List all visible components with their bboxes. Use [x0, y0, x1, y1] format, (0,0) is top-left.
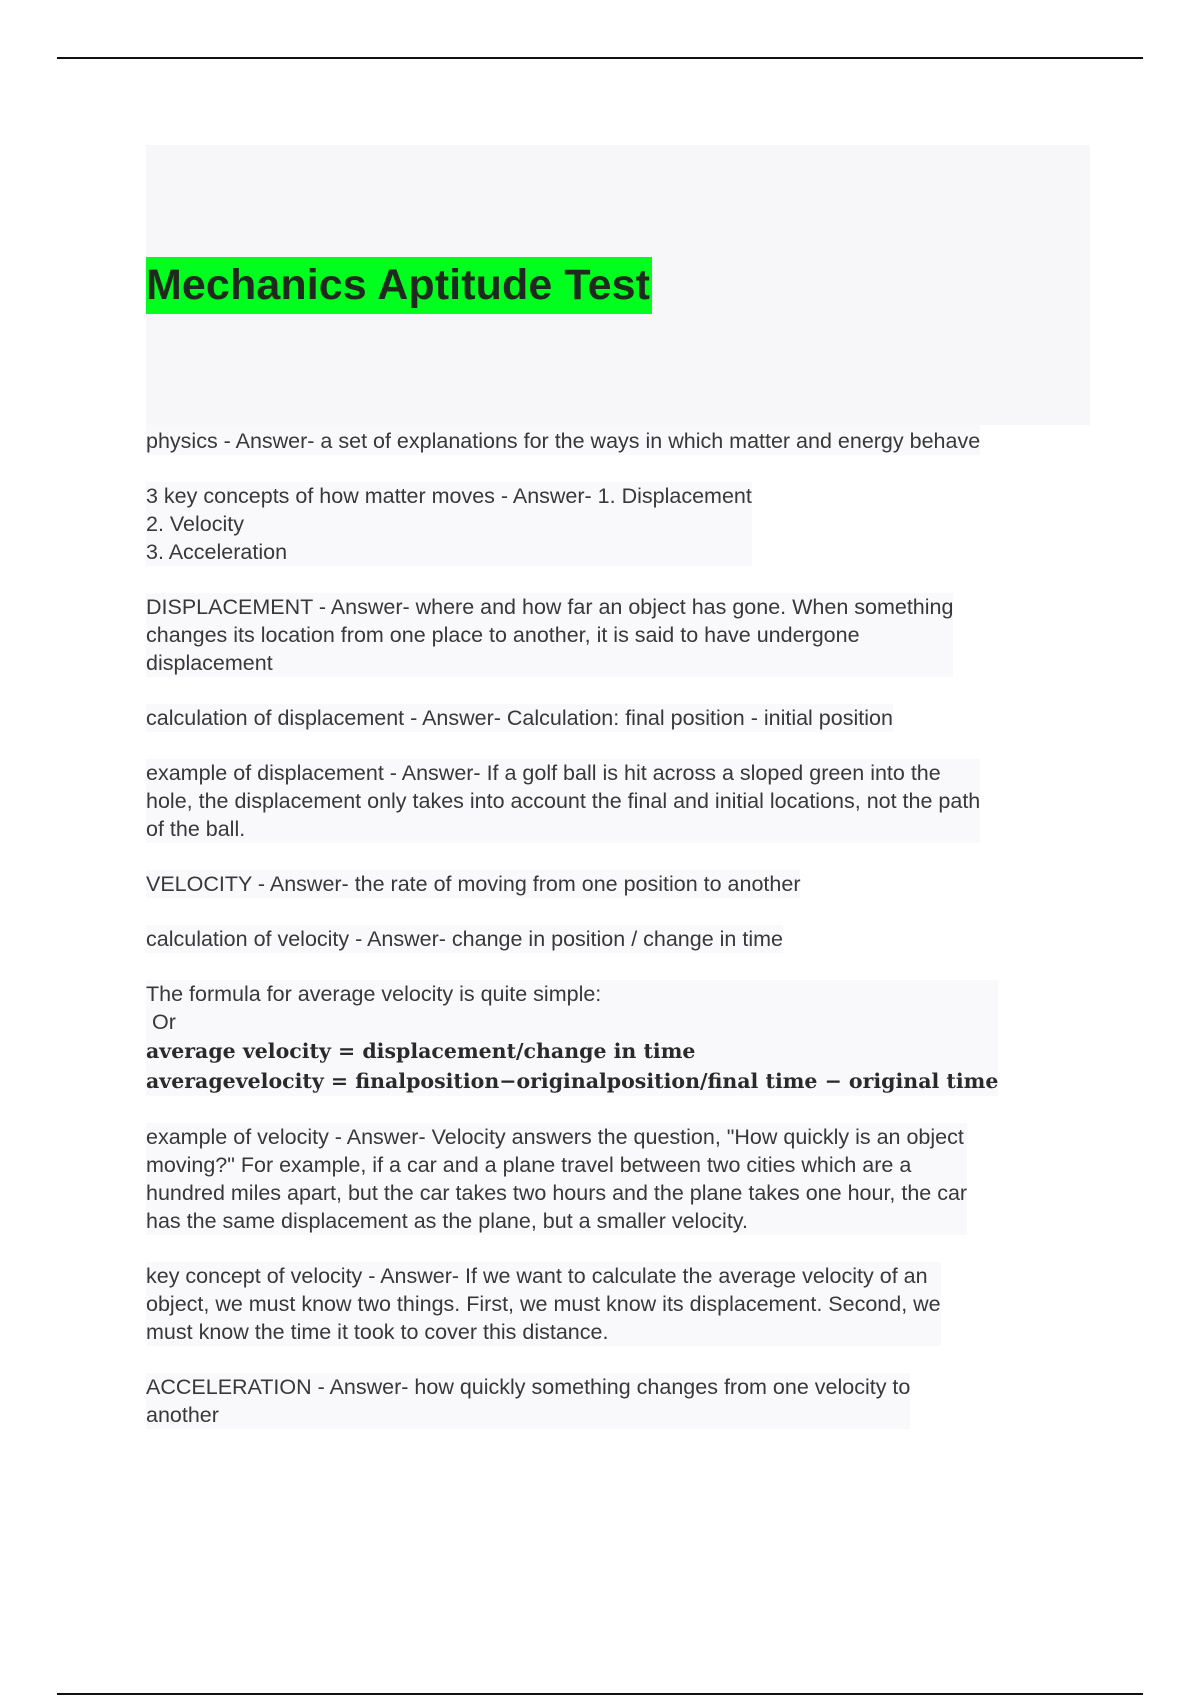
- flashcard-entry: [146, 870, 800, 898]
- entry-text-line: of the ball.: [146, 817, 246, 841]
- flashcard-entry: [146, 425, 980, 455]
- flashcard-entry: [146, 1123, 967, 1235]
- entry-text-line: example of displacement - Answer- If a golf ball is hit across a sloped green into the: [146, 761, 941, 785]
- flashcard-entry: [146, 759, 980, 843]
- flashcard-entry: [146, 1373, 910, 1429]
- entry-text-line: key concept of velocity - Answer- If we want to calculate the average velocity of an: [146, 1264, 928, 1288]
- entry-text-line: VELOCITY - Answer- the rate of moving from one position to another: [146, 872, 801, 896]
- entry-text-line: The formula for average velocity is quite simple:: [146, 982, 602, 1006]
- entry-text-line: changes its location from one place to another, it is said to have undergone: [146, 623, 860, 647]
- entry-text-line: DISPLACEMENT - Answer- where and how far an object has gone. When something: [146, 595, 954, 619]
- entry-text-line: hole, the displacement only takes into account the final and initial locations, not the path: [146, 789, 981, 813]
- entry-text-line: 2. Velocity: [146, 512, 244, 536]
- entry-text-line: must know the time it took to cover this distance.: [146, 1320, 609, 1344]
- flashcard-entry: [146, 704, 893, 732]
- entry-text-line: object, we must know two things. First, we must know its displacement. Second, we: [146, 1292, 941, 1316]
- flashcard-entry: [146, 980, 998, 1096]
- flashcard-entry: [146, 1262, 941, 1346]
- entry-text-line: has the same displacement as the plane, but a smaller velocity.: [146, 1209, 748, 1233]
- formula-line: average velocity = displacement/change in time: [146, 1039, 696, 1063]
- top-rule: [57, 57, 1143, 59]
- flashcard-entry: [146, 925, 783, 953]
- document-title: Mechanics Aptitude Test: [146, 257, 652, 314]
- entry-text-line: moving?" For example, if a car and a plane travel between two cities which are a: [146, 1153, 912, 1177]
- entry-text-line: another: [146, 1403, 219, 1427]
- flashcard-entry: [146, 593, 953, 677]
- flashcard-list: [146, 425, 1090, 1429]
- entry-text-line: ACCELERATION - Answer- how quickly something changes from one velocity to: [146, 1375, 911, 1399]
- entry-text-line: physics - Answer- a set of explanations for the ways in which matter and energy behave: [146, 429, 981, 453]
- entry-text-line: calculation of velocity - Answer- change in position / change in time: [146, 927, 783, 951]
- entry-text-line: example of velocity - Answer- Velocity answers the question, "How quickly is an object: [146, 1125, 964, 1149]
- flashcard-entry: [146, 482, 752, 566]
- entry-text-line: Or: [146, 1010, 176, 1034]
- bottom-rule: [57, 1693, 1143, 1695]
- entry-text-line: hundred miles apart, but the car takes two hours and the plane takes one hour, the car: [146, 1181, 968, 1205]
- entry-text-line: calculation of displacement - Answer- Calculation: final position - initial position: [146, 706, 893, 730]
- entry-text-line: 3. Acceleration: [146, 540, 288, 564]
- formula-line: averagevelocity = finalposition−originalposition/final time − original time: [146, 1069, 999, 1093]
- entry-text-line: displacement: [146, 651, 273, 675]
- title-band: [146, 145, 1090, 425]
- page-content: [146, 145, 1090, 1456]
- entry-text-line: 3 key concepts of how matter moves - Answer- 1. Displacement: [146, 484, 752, 508]
